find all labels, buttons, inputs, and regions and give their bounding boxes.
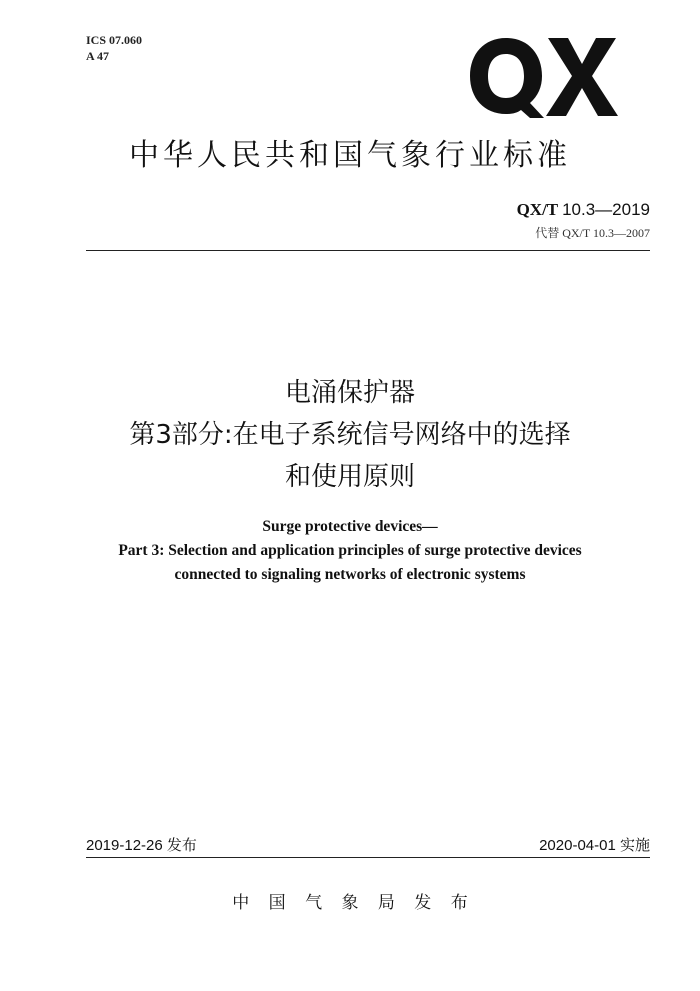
title-cn-line-3: 和使用原则	[284, 462, 415, 492]
issue-date: 2019-12-26 发布	[86, 837, 197, 854]
footer-divider	[86, 857, 650, 858]
title-cn-line-1: 电涌保护器	[284, 378, 415, 408]
effective-date: 2020-04-01 实施	[539, 837, 650, 854]
title-cn-line-2: 第3部分:在电子系统信号网络中的选择	[129, 420, 571, 450]
standard-code	[517, 200, 650, 220]
ics-code: ICS 07.060	[86, 33, 143, 47]
ccs-code: A 47	[86, 49, 110, 63]
title-en-line-3: connected to signaling networks of electronic systems	[174, 566, 526, 583]
replaces-standard: 代替 QX/T 10.3—2007	[535, 226, 650, 240]
header-divider	[86, 250, 650, 251]
publisher: 中 国 气 象 局 发 布	[232, 893, 468, 913]
title-en-line-1: Surge protective devices—	[262, 518, 438, 535]
main-title: 中华人民共和国气象行业标准	[129, 138, 571, 173]
standard-number: 10.3—2019	[562, 200, 650, 219]
qx-logo	[468, 36, 620, 118]
ics-classification	[86, 32, 142, 64]
standard-prefix: QX/T	[516, 200, 558, 219]
title-en-line-2: Part 3: Selection and application principles of surge protective devices	[118, 542, 582, 559]
